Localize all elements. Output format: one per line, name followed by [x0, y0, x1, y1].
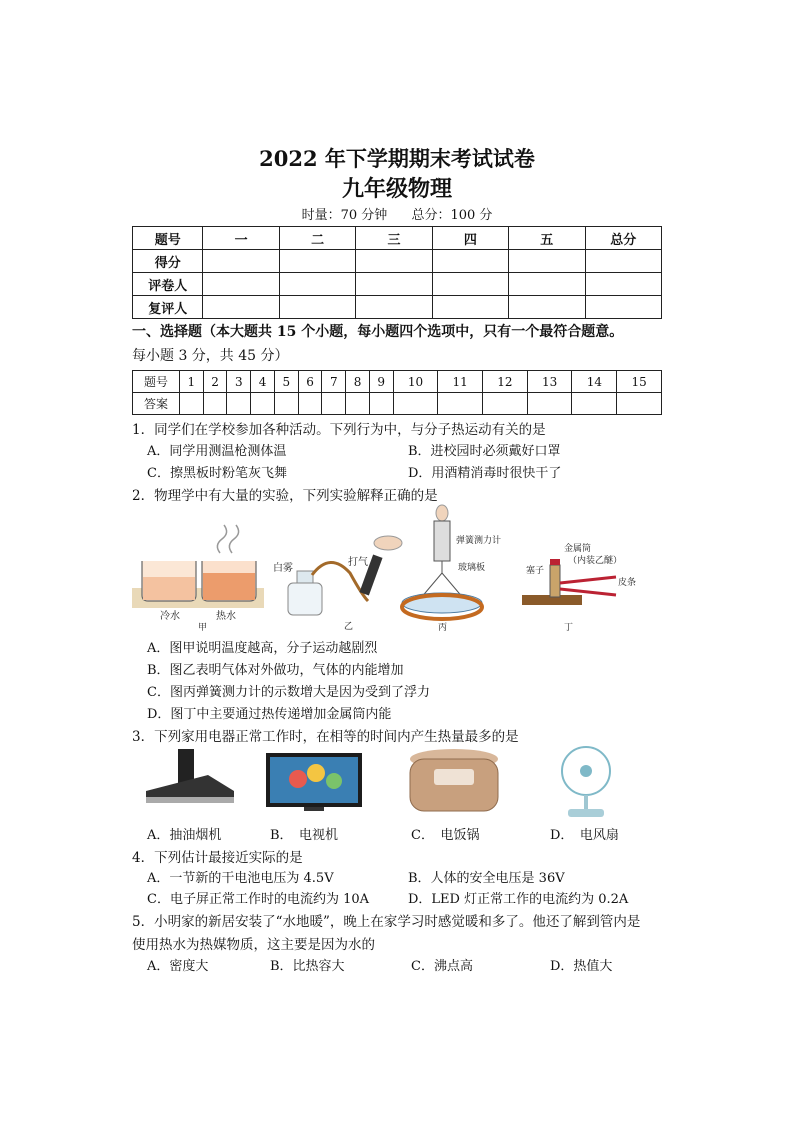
answer-table	[132, 370, 662, 415]
q4-stem: 4．下列估计最接近实际的是	[132, 850, 303, 866]
label-bing: 丙	[438, 623, 448, 633]
electric-fan-image	[562, 747, 610, 817]
q1-option-d[interactable]: D．用酒精消毒时很快干了	[408, 466, 562, 481]
q5-option-a[interactable]: A．密度大	[147, 959, 209, 974]
television-image	[266, 753, 362, 811]
label-jia: 甲	[198, 623, 208, 633]
fan-base	[568, 809, 604, 817]
answer-number: 8	[346, 371, 370, 393]
bottle-neck	[297, 571, 313, 583]
score-table-row	[133, 273, 662, 296]
q2-stem: 2．物理学中有大量的实验，下列实验解释正确的是	[132, 488, 438, 504]
answer-number: 5	[274, 371, 298, 393]
score-cell[interactable]	[203, 296, 279, 319]
balloon	[326, 773, 342, 789]
exam-time: 时量：70 分钟	[301, 208, 388, 223]
answer-cell[interactable]	[251, 393, 275, 415]
exam-subtitle: 九年级物理	[341, 176, 452, 202]
answer-cell[interactable]	[572, 393, 617, 415]
answer-cell[interactable]	[483, 393, 528, 415]
answer-number: 10	[393, 371, 438, 393]
answer-number-row	[133, 371, 662, 393]
score-header-cell: 四	[432, 227, 508, 250]
answer-number: 1	[180, 371, 204, 393]
answer-number: 15	[617, 371, 662, 393]
bottle-pump-illustration	[273, 536, 402, 632]
score-cell[interactable]	[356, 250, 432, 273]
holding-hand	[436, 505, 448, 521]
answer-number: 2	[203, 371, 227, 393]
score-header-cell: 题号	[133, 227, 203, 250]
label-ether: （内装乙醚）	[568, 556, 623, 566]
metal-tube-illustration	[522, 542, 636, 633]
bottle	[288, 583, 322, 615]
score-row-label: 得分	[133, 250, 203, 273]
label-pump: 打气	[348, 557, 368, 568]
score-header-cell: 二	[279, 227, 355, 250]
score-table-header-row	[133, 227, 662, 250]
hood-trim	[146, 797, 234, 803]
score-table-row	[133, 296, 662, 319]
score-cell[interactable]	[509, 250, 585, 273]
q1-option-b[interactable]: B．进校园时必须戴好口罩	[408, 444, 561, 459]
score-cell[interactable]	[432, 296, 508, 319]
fan-hub	[580, 765, 592, 777]
answer-number: 6	[298, 371, 322, 393]
score-cell[interactable]	[279, 296, 355, 319]
score-header-cell: 五	[509, 227, 585, 250]
answer-number: 13	[527, 371, 572, 393]
range-hood-image	[146, 749, 234, 803]
label-spring: 弹簧测力计	[456, 536, 502, 546]
label-yi: 乙	[344, 622, 354, 632]
q4-option-b[interactable]: B．人体的安全电压是 36V	[408, 871, 565, 886]
label-ding: 丁	[564, 623, 574, 633]
section-heading	[132, 321, 623, 341]
answer-number: 7	[322, 371, 346, 393]
q5-option-c[interactable]: C．沸点高	[411, 959, 473, 974]
answer-cell[interactable]	[438, 393, 483, 415]
label-fog: 白雾	[273, 563, 293, 574]
appliance-figure	[138, 745, 628, 820]
answer-cell[interactable]	[346, 393, 370, 415]
tv-stand	[304, 807, 324, 811]
answer-cell[interactable]	[527, 393, 572, 415]
score-cell[interactable]	[279, 250, 355, 273]
label-glass: 玻璃板	[458, 563, 486, 573]
steam	[217, 525, 238, 553]
score-row-label: 复评人	[133, 296, 203, 319]
score-cell[interactable]	[585, 273, 662, 296]
cold-water	[143, 577, 195, 600]
q3-option-b[interactable]: B． 电视机	[270, 828, 339, 843]
label-plug: 塞子	[526, 566, 545, 576]
cooker-panel	[434, 769, 474, 785]
score-cell[interactable]	[585, 296, 662, 319]
q2-option-c[interactable]: C．图丙弹簧测力计的示数增大是因为受到了浮力	[147, 685, 430, 700]
score-cell[interactable]	[356, 296, 432, 319]
score-row-label: 评卷人	[133, 273, 203, 296]
q5-stem-line1: 5．小明家的新居安装了“水地暖”，晚上在家学习时感觉暖和多了。他还了解到管内是	[132, 914, 641, 930]
hot-water	[203, 573, 255, 600]
answer-cell[interactable]	[274, 393, 298, 415]
answer-cell[interactable]	[369, 393, 393, 415]
balloon	[289, 770, 307, 788]
answer-cell[interactable]	[203, 393, 227, 415]
exam-total: 总分：100 分	[411, 208, 493, 223]
label-tube: 金属筒	[564, 544, 592, 554]
q2-option-b[interactable]: B．图乙表明气体对外做功，气体的内能增加	[147, 663, 404, 678]
q5-stem-line2: 使用热水为热媒物质，这主要是因为水的	[132, 937, 375, 953]
balloon	[307, 764, 325, 782]
q2-option-d[interactable]: D．图丁中主要通过热传递增加金属筒内能	[147, 707, 392, 722]
q1-option-c[interactable]: C．擦黑板时粉笔灰飞舞	[147, 466, 287, 481]
q5-option-b[interactable]: B．比热容大	[270, 959, 345, 974]
score-header-cell: 总分	[585, 227, 662, 250]
answer-number: 12	[483, 371, 528, 393]
experiment-figure	[130, 503, 650, 633]
q1-stem: 1．同学们在学校参加各种活动。下列行为中，与分子热运动有关的是	[132, 422, 546, 438]
answer-number: 4	[251, 371, 275, 393]
label-belt: 皮条	[618, 578, 637, 588]
score-header-cell: 三	[356, 227, 432, 250]
score-cell[interactable]	[356, 273, 432, 296]
exam-title: 2022 年下学期期末考试试卷	[259, 146, 535, 171]
spring-balance-illustration	[402, 505, 501, 633]
q2-option-a[interactable]: A．图甲说明温度越高，分子运动越剧烈	[147, 641, 378, 656]
rice-cooker-image	[410, 749, 498, 811]
tube-plug	[550, 559, 560, 565]
hand	[374, 536, 402, 550]
score-table-row	[133, 250, 662, 273]
answer-number: 3	[227, 371, 251, 393]
q4-option-d[interactable]: D．LED 灯正常工作的电流约为 0.2A	[408, 892, 629, 907]
answer-number: 14	[572, 371, 617, 393]
q3-option-c[interactable]: C． 电饭锅	[411, 828, 480, 843]
answer-fill-row	[133, 393, 662, 415]
answer-cell[interactable]	[617, 393, 662, 415]
score-cell[interactable]	[509, 296, 585, 319]
exam-meta	[0, 204, 794, 223]
metal-tube	[550, 565, 560, 597]
answer-cell[interactable]	[393, 393, 438, 415]
q3-option-a[interactable]: A．抽油烟机	[147, 828, 222, 843]
leather-belt	[560, 577, 616, 595]
answer-cell[interactable]	[322, 393, 346, 415]
score-header-cell: 一	[203, 227, 279, 250]
answer-cell[interactable]	[180, 393, 204, 415]
score-cell[interactable]	[585, 250, 662, 273]
score-cell[interactable]	[432, 273, 508, 296]
score-table	[132, 226, 662, 319]
score-cell[interactable]	[279, 273, 355, 296]
score-cell[interactable]	[509, 273, 585, 296]
beakers-illustration	[132, 525, 264, 633]
label-hot: 热水	[216, 611, 236, 622]
q3-stem: 3．下列家用电器正常工作时，在相等的时间内产生热量最多的是	[132, 729, 519, 745]
score-cell[interactable]	[432, 250, 508, 273]
q5-option-d[interactable]: D．热值大	[550, 959, 613, 974]
section-heading-line2: 每小题 3 分，共 45 分）	[132, 348, 289, 364]
q4-option-a[interactable]: A．一节新的干电池电压为 4.5V	[147, 871, 334, 886]
score-cell[interactable]	[203, 250, 279, 273]
answer-row-label: 答案	[133, 393, 180, 415]
section-heading-line1: 一、选择题（本大题共 15 个小题，每小题四个选项中，只有一个最符合题意。	[132, 324, 624, 340]
answer-row-label: 题号	[133, 371, 180, 393]
q3-option-d[interactable]: D． 电风扇	[550, 828, 619, 843]
spring-balance	[434, 521, 450, 561]
answer-cell[interactable]	[227, 393, 251, 415]
score-cell[interactable]	[203, 273, 279, 296]
answer-number: 9	[369, 371, 393, 393]
answer-cell[interactable]	[298, 393, 322, 415]
label-cold: 冷水	[160, 611, 180, 622]
answer-number: 11	[438, 371, 483, 393]
q1-option-a[interactable]: A．同学用测温枪测体温	[147, 444, 287, 459]
q4-option-c[interactable]: C．电子屏正常工作时的电流约为 10A	[147, 892, 370, 907]
